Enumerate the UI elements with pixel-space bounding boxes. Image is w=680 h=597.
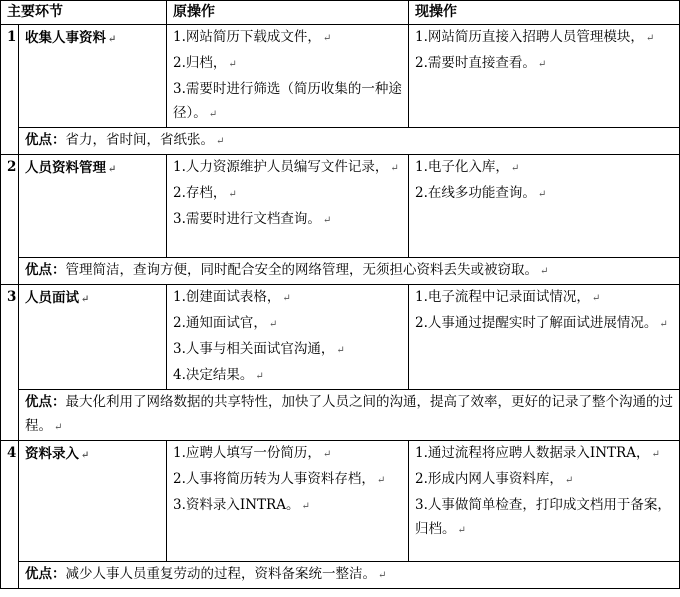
section-name: 人员面试 ↵ [19,285,167,390]
section-row [1,441,680,562]
operation-step: 2.人事将简历转为人事资料存档， ↵ [173,471,386,487]
section-number: 4 [1,441,19,589]
old-operations [167,441,409,562]
advantage-label: 优点： [25,132,66,148]
operation-step: 2.通知面试官， ↵ [173,315,278,331]
operation-step: 1.电子流程中记录面试情况， ↵ [415,289,601,305]
old-operations [167,25,409,128]
section-number: 3 [1,285,19,441]
operation-step: 2.需要时直接查看。 ↵ [415,55,547,71]
advantage-label: 优点： [25,566,66,582]
operation-step: 1.创建面试表格， ↵ [173,289,291,305]
advantage-text: 优点：省力，省时间，省纸张。 ↵ [19,128,680,155]
operation-step: 1.网站简历直接入招聘人员管理模块， ↵ [415,29,655,45]
new-operations [409,155,680,258]
operation-step: 1.应聘人填写一份简历， ↵ [173,445,332,461]
advantage-label: 优点： [25,262,66,278]
operation-step: 2.形成内网人事资料库， ↵ [415,471,574,487]
operation-step: 1.人力资源维护人员编写文件记录， ↵ [173,159,399,175]
advantage-text: 优点：最大化利用了网络数据的共享特性，加快了人员之间的沟通，提高了效率，更好的记录了整个沟通的过程。 ↵ [19,390,680,441]
operation-step: 2.在线多功能查询。 ↵ [415,185,547,201]
operation-step: 1.通过流程将应聘人数据录入INTRA， ↵ [415,445,660,461]
advantage-text: 优点：减少人事人员重复劳动的过程，资料备案统一整洁。 ↵ [19,562,680,589]
advantage-text: 优点：管理简洁，查询方便，同时配合安全的网络管理，无须担心资料丢失或被窃取。 ↵ [19,258,680,285]
header-new: 现操作 [409,1,680,25]
new-operations [409,441,680,562]
new-operations [409,285,680,390]
advantage-row [1,258,680,285]
operation-step: 2.归档， ↵ [173,55,237,71]
advantage-row [1,128,680,155]
operation-step: 3.人事做简单检查，打印成文档用于备案，归档。 ↵ [415,497,671,537]
section-number: 2 [1,155,19,285]
section-name: 资料录入 ↵ [19,441,167,562]
section-number: 1 [1,25,19,155]
section-row [1,25,680,128]
header-step: 主要环节 [1,1,167,25]
old-operations [167,155,409,258]
operation-step: 2.存档， ↵ [173,185,237,201]
advantage-row [1,390,680,441]
old-operations [167,285,409,390]
section-name: 收集人事资料 ↵ [19,25,167,128]
advantage-row [1,562,680,589]
operation-step: 1.电子化入库， ↵ [415,159,520,175]
operation-step: 4.决定结果。 ↵ [173,367,264,383]
advantage-label: 优点： [25,394,66,410]
section-row [1,285,680,390]
header-old: 原操作 [167,1,409,25]
section-row [1,155,680,258]
section-name: 人员资料管理 ↵ [19,155,167,258]
operation-step: 3.人事与相关面试官沟通， ↵ [173,341,345,357]
header-row [1,1,680,25]
operation-step: 3.需要时进行文档查询。 ↵ [173,211,332,227]
operation-step: 2.人事通过提醒实时了解面试进展情况。 ↵ [415,315,668,331]
operation-step: 3.资料录入INTRA。 ↵ [173,497,310,513]
operation-step: 1.网站简历下载成文件， ↵ [173,29,332,45]
operation-step: 3.需要时进行筛选（简历收集的一种途径）。 ↵ [173,81,402,121]
new-operations [409,25,680,128]
